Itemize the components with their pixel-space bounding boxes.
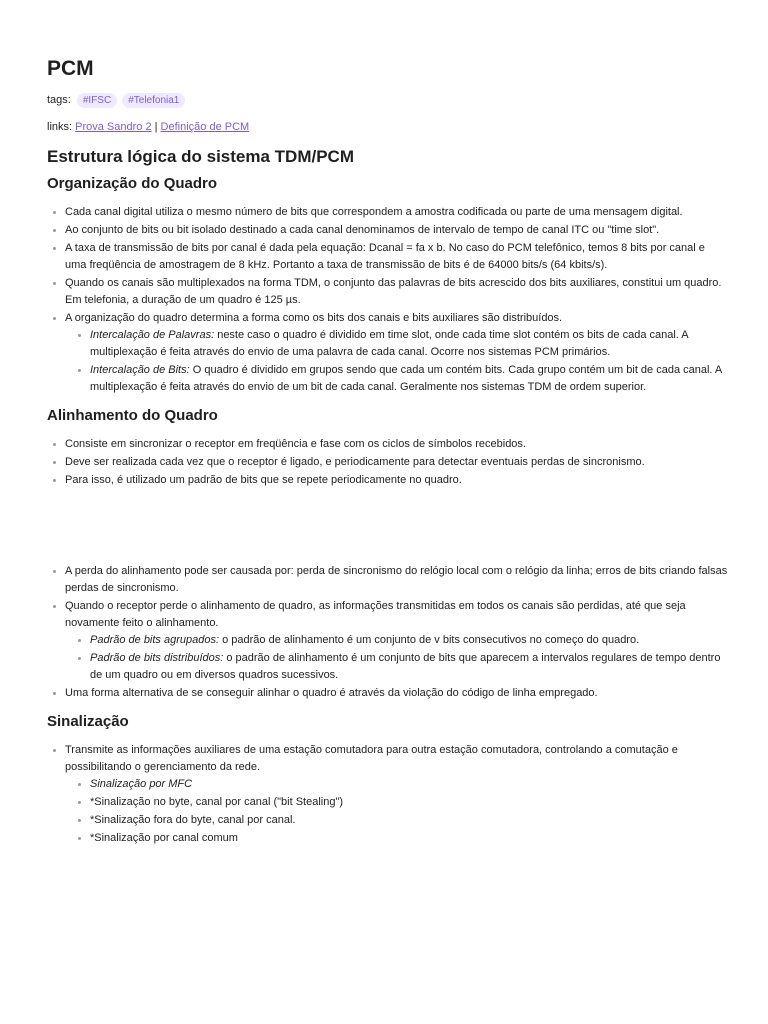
list-item: Consiste em sincronizar o receptor em freqüência e fase com os ciclos de símbolos recebidos. [65,436,728,453]
blank-space [47,490,728,563]
tags-label: tags: [47,94,71,106]
sublist-item [90,327,728,361]
section-title-sinalizacao: Sinalização [47,713,129,730]
list-item: A perda do alinhamento pode ser causada por: perda de sincronismo do relógio local com o relógio da linha; erros de bits criando falsas perdas de sincronismo. [65,563,728,597]
links-label: links: [47,121,73,133]
list-item-text: Quando o receptor perde o alinhamento de quadro, as informações transmitidas em todos os canais são perdidas, até que seja novamente feito o alinhamento. [65,600,686,629]
list-item-text: Transmite as informações auxiliares de uma estação comutadora para outra estação comutadora, controlando a comutação e possibilitando o gerenciamento da rede. [65,744,678,773]
term: Sinalização por MFC [90,778,193,790]
tag-ifsc[interactable]: #IFSC [77,93,117,108]
term: Padrão de bits distribuídos: [90,652,224,664]
page-title: PCM [47,57,94,80]
list-item-text: A organização do quadro determina a forma como os bits dos canais e bits auxiliares são distribuídos. [65,312,563,324]
sublist-item: *Sinalização no byte, canal por canal ("bit Stealing") [90,794,728,811]
link-prova-sandro-2[interactable]: Prova Sandro 2 [75,121,152,133]
sinalizacao-list [47,742,728,847]
term: Padrão de bits agrupados: [90,634,220,646]
list-item: Cada canal digital utiliza o mesmo número de bits que correspondem a amostra codificada ou parte de uma mensagem digital. [65,204,728,221]
sublist-item: *Sinalização fora do byte, canal por canal. [90,812,728,829]
section-title-alinhamento: Alinhamento do Quadro [47,407,218,424]
definition: o padrão de alinhamento é um conjunto de bits que aparecem a intervalos regulares de tempo dentro de um quadro ou em diversos quadros sucessivos. [90,652,721,681]
link-definicao-pcm[interactable]: Definição de PCM [160,121,250,133]
definition: O quadro é dividido em grupos sendo que cada um contém bits. Cada grupo contém um bit de cada canal. A multiplexação é feita através do envio de um bit de cada canal. Geralmente nos sistemas TDM de ordem superior. [90,364,722,393]
section-title-organizacao: Organização do Quadro [47,175,218,192]
list-item: Quando os canais são multiplexados na forma TDM, o conjunto das palavras de bits acrescido dos bits auxiliares, constitui um quadro. Em telefonia, a duração de um quadro é 125 µs. [65,275,728,309]
list-item: Para isso, é utilizado um padrão de bits que se repete periodicamente no quadro. [65,472,728,489]
list-item: Deve ser realizada cada vez que o receptor é ligado, e periodicamente para detectar eventuais perdas de sincronismo. [65,454,728,471]
list-item [65,598,728,684]
tags-row [47,92,728,109]
list-item: A taxa de transmissão de bits por canal é dada pela equação: Dcanal = fa x b. No caso do PCM telefônico, temos 8 bits por canal e uma freqüência de amostragem de 8 kHz. Portanto a taxa de transmissão de bits é de 64000 bits/s (64 kbits/s). [65,240,728,274]
organizacao-list [47,204,728,396]
list-item [65,310,728,396]
sublist [65,776,728,847]
term: Intercalação de Bits: [90,364,190,376]
sublist-item [90,776,728,793]
alinhamento-list [47,436,728,489]
sublist [65,327,728,396]
sublist [65,632,728,684]
main-heading: Estrutura lógica do sistema TDM/PCM [47,147,354,166]
sublist-item [90,632,728,649]
links-separator: | [154,121,158,133]
sublist-item [90,650,728,684]
term: Intercalação de Palavras: [90,329,215,341]
sublist-item: *Sinalização por canal comum [90,830,728,847]
list-item: Ao conjunto de bits ou bit isolado destinado a cada canal denominamos de intervalo de tempo de canal ITC ou "time slot". [65,222,728,239]
definition: neste caso o quadro é dividido em time slot, onde cada time slot contém os bits de cada canal. A multiplexação é feita através do envio de uma palavra de cada canal. Ocorre nos sistemas PCM primários. [90,329,689,358]
definition: o padrão de alinhamento é um conjunto de v bits consecutivos no começo do quadro. [219,634,640,646]
list-item [65,742,728,847]
tag-telefonia1[interactable]: #Telefonia1 [122,93,185,108]
list-item: Uma forma alternativa de se conseguir alinhar o quadro é através da violação do código de linha empregado. [65,685,728,702]
sublist-item [90,362,728,396]
alinhamento-list-2 [47,563,728,702]
links-row [47,119,728,136]
